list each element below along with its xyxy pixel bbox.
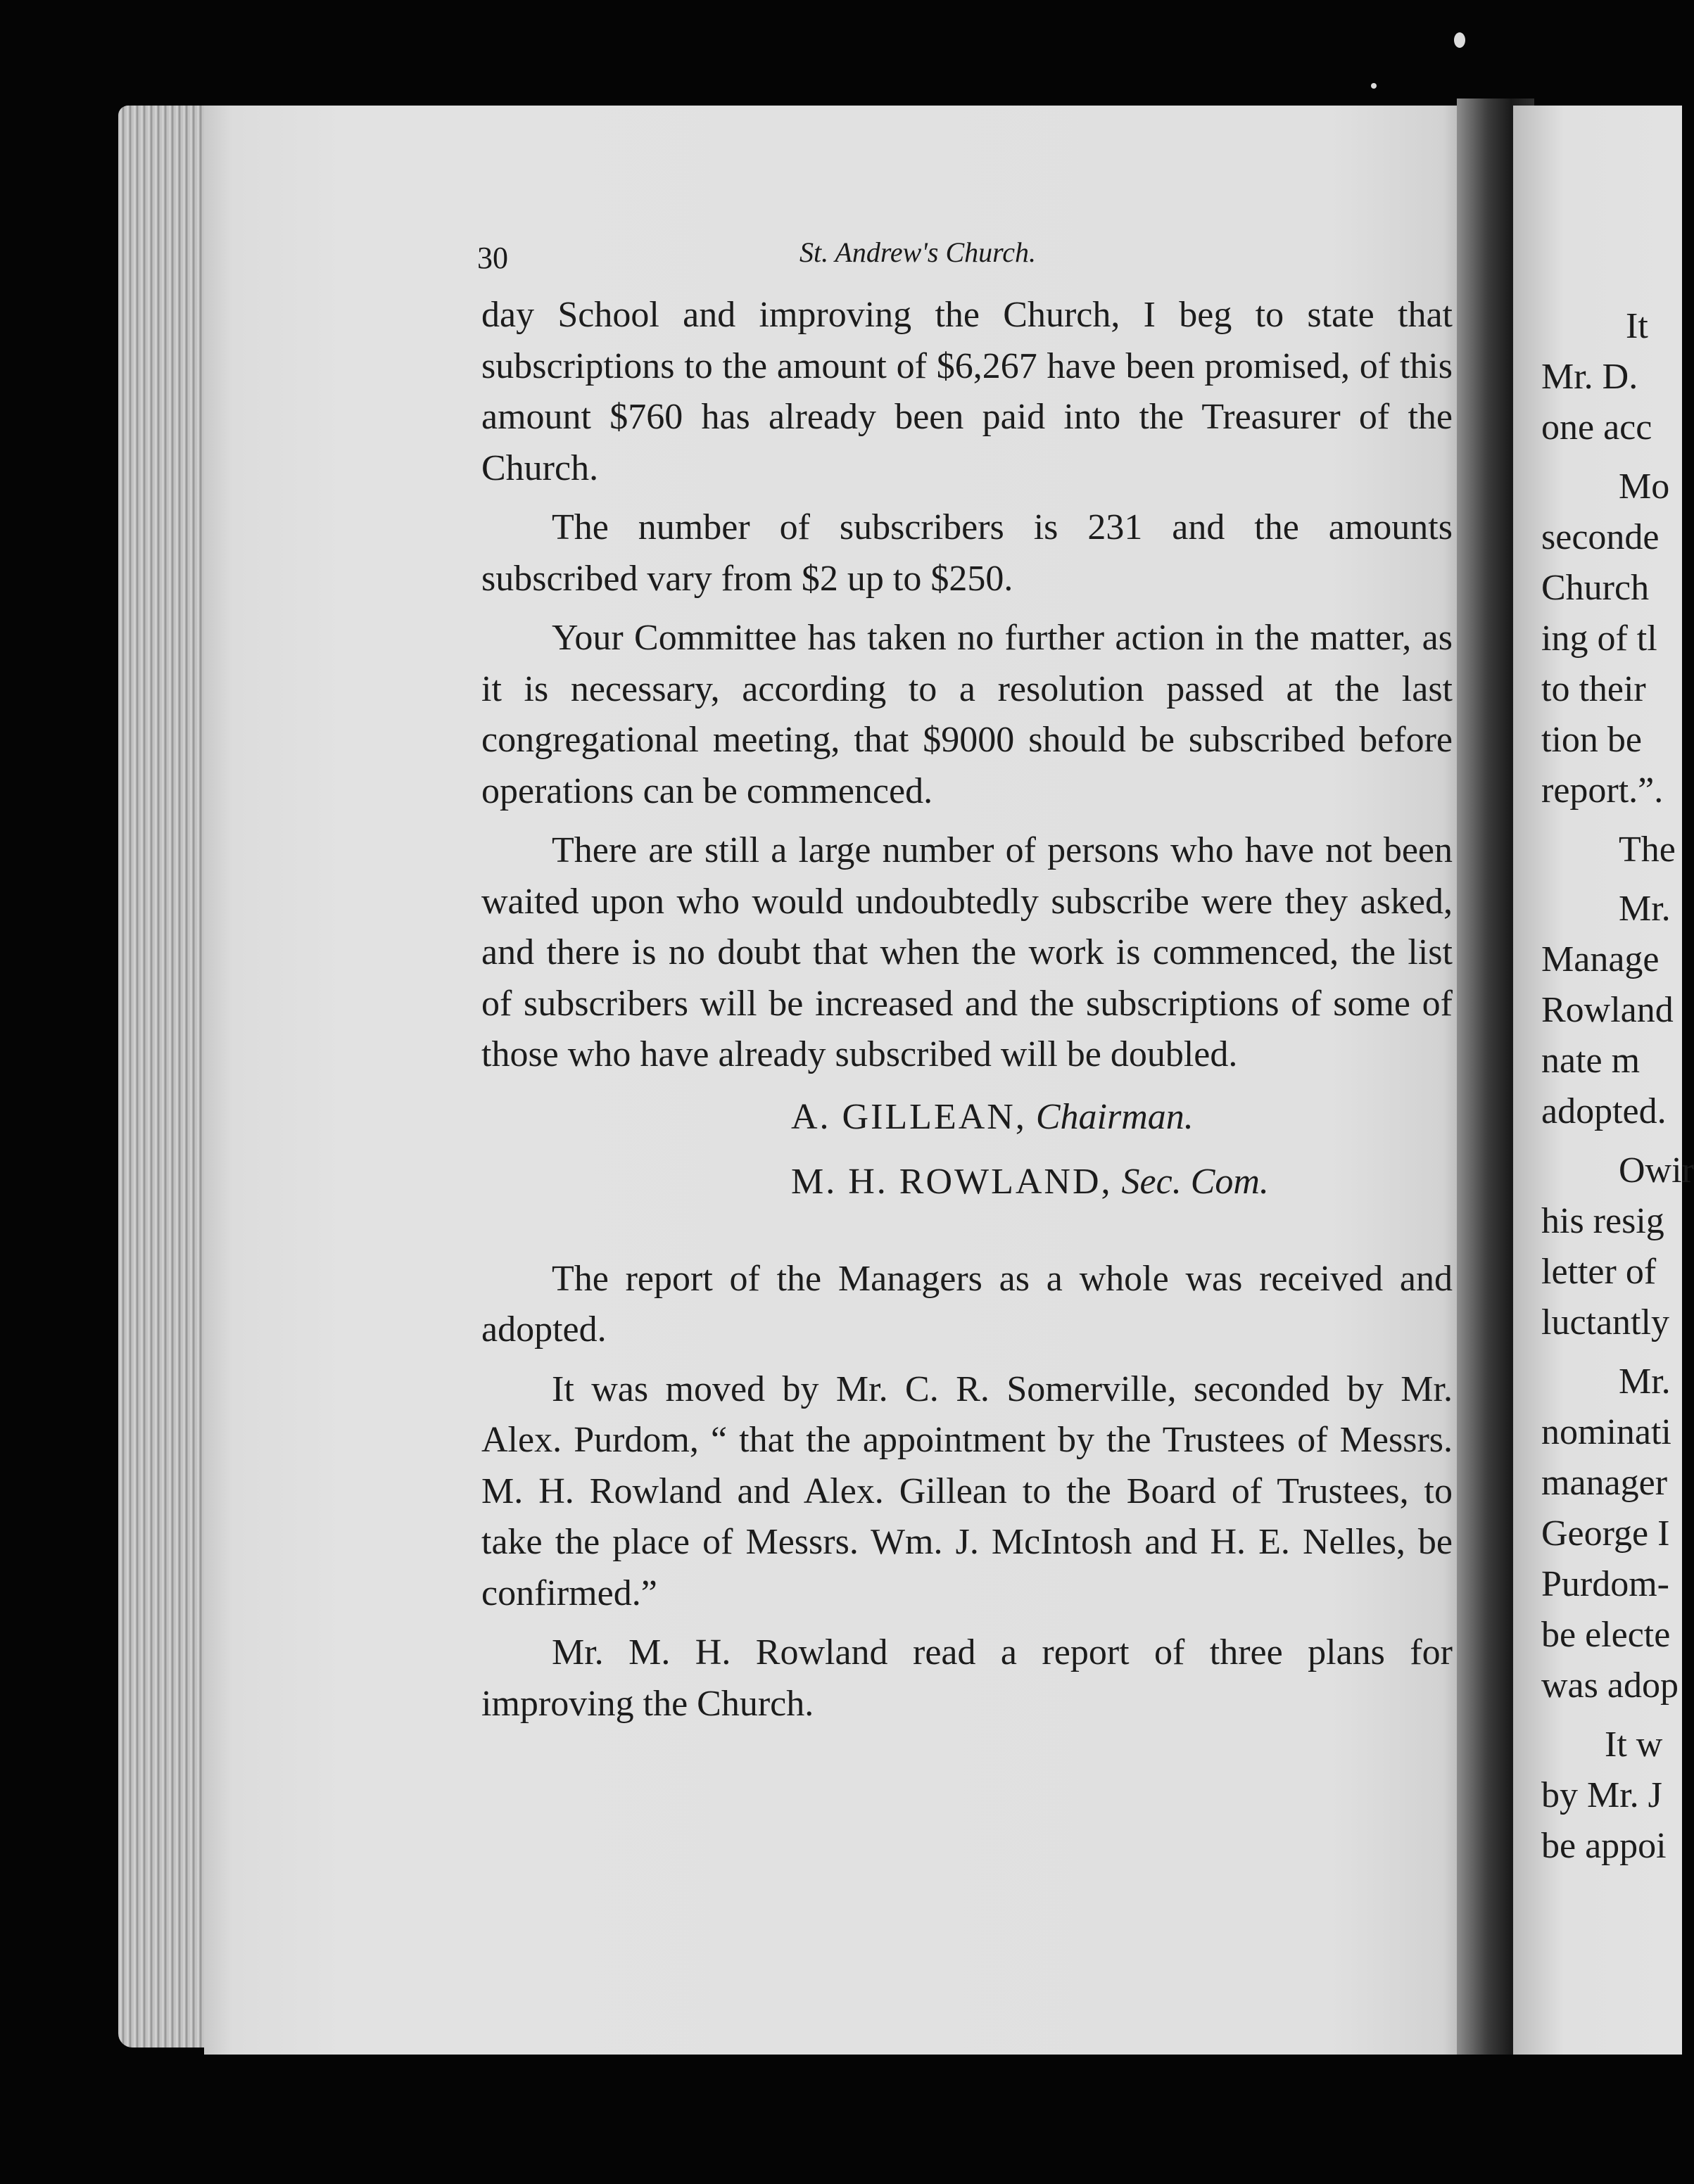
right-page-line: The xyxy=(1619,830,1676,870)
page-edges xyxy=(118,106,210,2048)
paragraph: There are still a large number of persons who have not been waited upon who would undoubtedly subscribe were they asked, and there is no doubt that when the work is commenced, the list of subscribers will be increased and the subscriptions of some of those who have already subscribed will be doubled. xyxy=(481,830,1453,1074)
paragraph: The number of subscribers is 231 and the amounts subscribed vary from $2 up to $250. xyxy=(481,507,1453,599)
paragraph: It was moved by Mr. C. R. Somerville, seconded by Mr. Alex. Purdom, “ that the appointment by the Trustees of Messrs. M. H. Rowland and Alex. Gillean to the Board of Trustees, to take the place of Messrs. Wm. J. McIntosh and H. E. Nelles, be confirmed.” xyxy=(481,1369,1453,1613)
page-header xyxy=(477,236,1406,278)
right-page xyxy=(1513,106,1694,2055)
right-page-line: be appoi xyxy=(1541,1826,1667,1866)
running-head: St. Andrew's Church. xyxy=(799,236,1036,268)
right-page-line: was adop xyxy=(1541,1665,1679,1706)
right-page-line: Mr. D. xyxy=(1541,357,1638,397)
right-page-line: Owir xyxy=(1619,1150,1694,1191)
right-page-line: Rowland xyxy=(1541,990,1674,1030)
right-page-line: letter of xyxy=(1541,1252,1657,1292)
right-page-line: his resig xyxy=(1541,1201,1664,1241)
paragraph: day School and improving the Church, I beg to state that subscriptions to the amount of $6,267 have been promised, of this amount $760 has already been paid into the Treasurer of the Church. xyxy=(481,295,1453,488)
right-page-line: to their xyxy=(1541,669,1646,709)
signatory-name: M. H. ROWLAND, xyxy=(791,1161,1113,1202)
right-page-line: tion be xyxy=(1541,720,1642,760)
right-page-line: It xyxy=(1626,306,1648,346)
right-page-line: Mr. xyxy=(1619,889,1671,929)
right-page-line: Mo xyxy=(1619,466,1670,507)
paragraph: Your Committee has taken no further action in the matter, as it is necessary, according to a resolution passed at the last congregational meeting, that $9000 should be subscribed before operations can be commenced. xyxy=(481,618,1453,811)
right-page-line: nate m xyxy=(1541,1041,1641,1081)
right-page-line: luctantly xyxy=(1541,1302,1669,1342)
paragraph: The report of the Managers as a whole was received and adopted. xyxy=(481,1258,1453,1350)
body-text xyxy=(481,290,1453,1738)
right-page-line: Purdom- xyxy=(1541,1564,1669,1604)
signature-block xyxy=(481,1089,1453,1210)
dust-speck xyxy=(1454,32,1465,48)
signatory-role: Chairman. xyxy=(1035,1096,1194,1137)
right-page-line: manager xyxy=(1541,1463,1668,1503)
signature-line xyxy=(481,1089,1453,1145)
dust-speck xyxy=(1371,83,1377,89)
paragraph: Mr. M. H. Rowland read a report of three plans for improving the Church. xyxy=(481,1632,1453,1724)
right-page-line: be electe xyxy=(1541,1615,1671,1655)
right-page-line: by Mr. J xyxy=(1541,1775,1662,1815)
right-page-line: nominati xyxy=(1541,1412,1671,1452)
right-page-line: seconde xyxy=(1541,517,1660,557)
right-page-line: It w xyxy=(1605,1725,1663,1765)
right-page-line: ing of tl xyxy=(1541,618,1657,659)
right-page-line: Church xyxy=(1541,568,1650,608)
right-page-line: one acc xyxy=(1541,407,1652,447)
page-number: 30 xyxy=(477,241,508,275)
right-page-line: Mr. xyxy=(1619,1361,1671,1402)
signature-line xyxy=(481,1154,1453,1210)
signatory-name: A. GILLEAN, xyxy=(791,1096,1027,1137)
signatory-role: Sec. Com. xyxy=(1121,1161,1269,1202)
right-page-line: Manage xyxy=(1541,939,1660,979)
right-page-line: adopted. xyxy=(1541,1091,1667,1131)
right-page-line: George I xyxy=(1541,1513,1670,1554)
right-page-line: report.”. xyxy=(1541,770,1664,811)
